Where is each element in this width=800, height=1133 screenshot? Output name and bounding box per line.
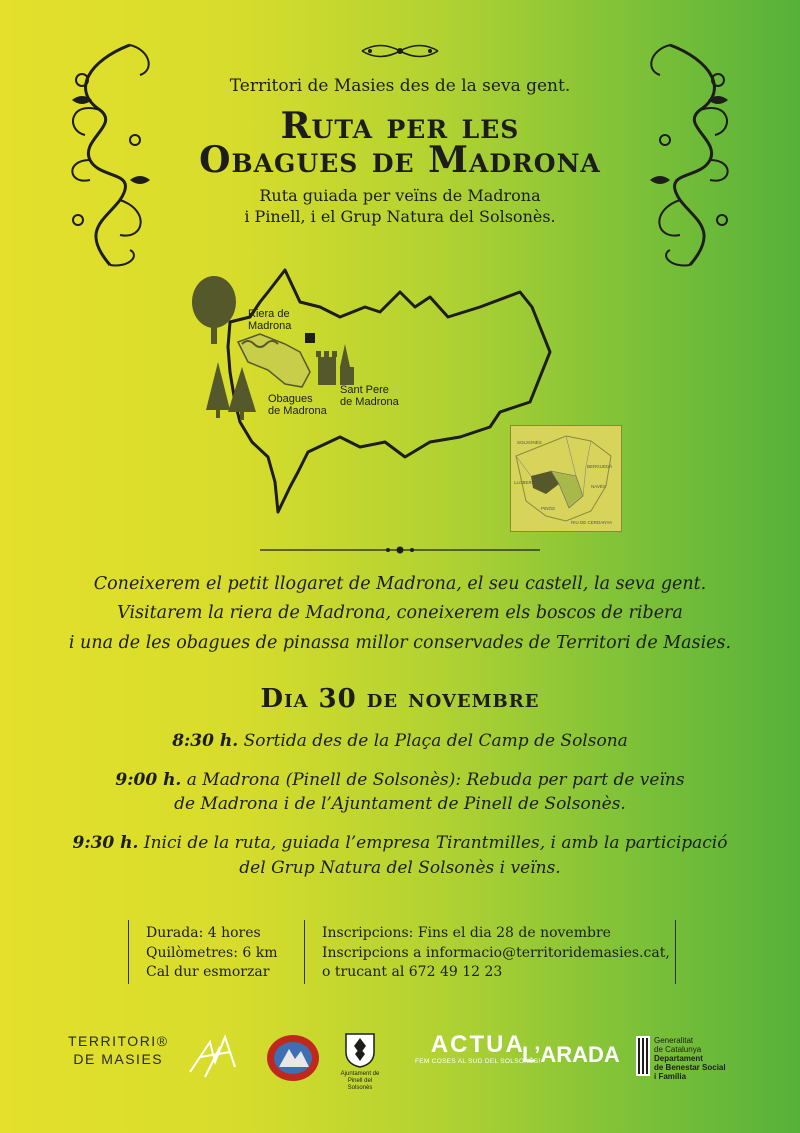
breakfast-note: Cal dur esmorzar — [146, 964, 270, 980]
schedule-text: Inici de la ruta, guiada l’empresa Tirantmilles, i amb la participació — [143, 833, 728, 853]
signup-details — [322, 924, 670, 983]
schedule-item-2-cont: de Madrona i de l’Ajuntament de Pinell de Solsonès. — [174, 794, 626, 814]
logo-text: Departament — [654, 1054, 703, 1063]
trip-details — [146, 924, 278, 983]
intro-line-1: Coneixerem el petit llogaret de Madrona, el seu castell, la seva gent. — [93, 574, 707, 594]
info-divider-middle — [304, 920, 305, 984]
distance: Quilòmetres: 6 km — [146, 944, 278, 961]
info-divider-right — [675, 920, 676, 984]
logo-text: i Família — [654, 1072, 687, 1081]
signup-phone[interactable]: o trucant al 672 49 12 23 — [322, 964, 503, 980]
duration: Durada: 4 hores — [146, 925, 261, 941]
inset-label: PINÓS — [541, 506, 556, 511]
logo-text: TERRITORI® — [68, 1033, 169, 1049]
logo-text: Ajuntament de — [340, 1071, 380, 1077]
schedule-text: a Madrona (Pinell de Solsonès): Rebuda per part de veïns — [186, 770, 685, 790]
obagues-label-line1: Obagues — [268, 393, 313, 405]
signup-email[interactable]: Inscripcions a informacio@territoridemasies.cat, — [322, 944, 670, 961]
castle-icon — [316, 351, 337, 385]
inset-label: SOLSONÈS — [517, 440, 542, 445]
schedule-item-2 — [0, 770, 800, 790]
logo-text: FEM COSES AL SUD DEL SOLSONÈS! — [415, 1058, 541, 1065]
logo-text: de Catalunya — [654, 1045, 702, 1054]
inset-label: LLOBERA — [514, 480, 535, 485]
event-date: Dia 30 de novembre — [260, 684, 540, 714]
riera-label-line2: Madrona — [248, 320, 292, 332]
subtitle-line-1: Ruta guiada per veïns de Madrona — [259, 186, 541, 205]
logo-text: Generalitat — [654, 1036, 694, 1045]
title-line-1: Ruta per les — [280, 105, 520, 147]
sant-pere-label-line1: Sant Pere — [340, 384, 389, 396]
church-icon — [340, 344, 354, 385]
riera-label-line1: Riera de — [248, 308, 290, 320]
logo-text: DE MASIES — [73, 1051, 164, 1067]
obagues-label-line2: de Madrona — [268, 405, 327, 417]
schedule-item-3-cont: del Grup Natura del Solsonès i veïns. — [239, 858, 561, 878]
ajuntament-pinell-logo — [335, 1030, 385, 1092]
schedule-item-3 — [0, 833, 800, 853]
intro-line-2: Visitarem la riera de Madrona, coneixerem els boscos de ribera — [117, 603, 683, 623]
logo-text: Pinell del Solsonès — [347, 1078, 373, 1091]
inset-label: BERGUEDÀ — [587, 464, 613, 469]
arada-logo: L’ARADA — [522, 1042, 620, 1067]
municipality-outline — [228, 270, 550, 512]
top-flourish-ornament — [360, 40, 440, 62]
sant-pere-label-line2: de Madrona — [340, 396, 399, 408]
inset-locator-map — [510, 425, 622, 532]
schedule-text: Sortida des de la Plaça del Camp de Solsona — [243, 731, 628, 751]
senyera-icon — [636, 1036, 650, 1076]
intro-line-3: i una de les obagues de pinassa millor conservades de Territori de Masies. — [68, 633, 732, 653]
subtitle-line-2: i Pinell, i el Grup Natura del Solsonès. — [244, 207, 556, 226]
grup-natura-logo — [185, 1032, 245, 1082]
tagline: Territori de Masies des de la seva gent. — [229, 76, 571, 96]
inset-label: RIU DE CERDANYA — [571, 520, 613, 525]
info-divider-left — [128, 920, 129, 984]
inset-label: NAVÈS — [591, 484, 606, 489]
schedule-time: 9:30 h. — [72, 833, 139, 853]
signup-deadline: Inscripcions: Fins el dia 28 de novembre — [322, 925, 611, 941]
info-box — [128, 920, 676, 984]
logo-text: de Benestar Social — [654, 1063, 726, 1072]
schedule-item-1 — [0, 731, 800, 751]
title-line-2: Obagues de Madrona — [199, 139, 601, 181]
madrona-point-icon — [305, 333, 315, 343]
generalitat-logo — [636, 1036, 726, 1081]
schedule-time: 8:30 h. — [172, 731, 239, 751]
section-divider — [260, 545, 540, 555]
logo-text: ACTUA — [430, 1031, 525, 1058]
association-badge-logo — [265, 1033, 321, 1083]
coat-of-arms-icon — [342, 1030, 378, 1068]
schedule-time: 9:00 h. — [115, 770, 182, 790]
territori-de-masies-logo — [68, 1032, 169, 1068]
